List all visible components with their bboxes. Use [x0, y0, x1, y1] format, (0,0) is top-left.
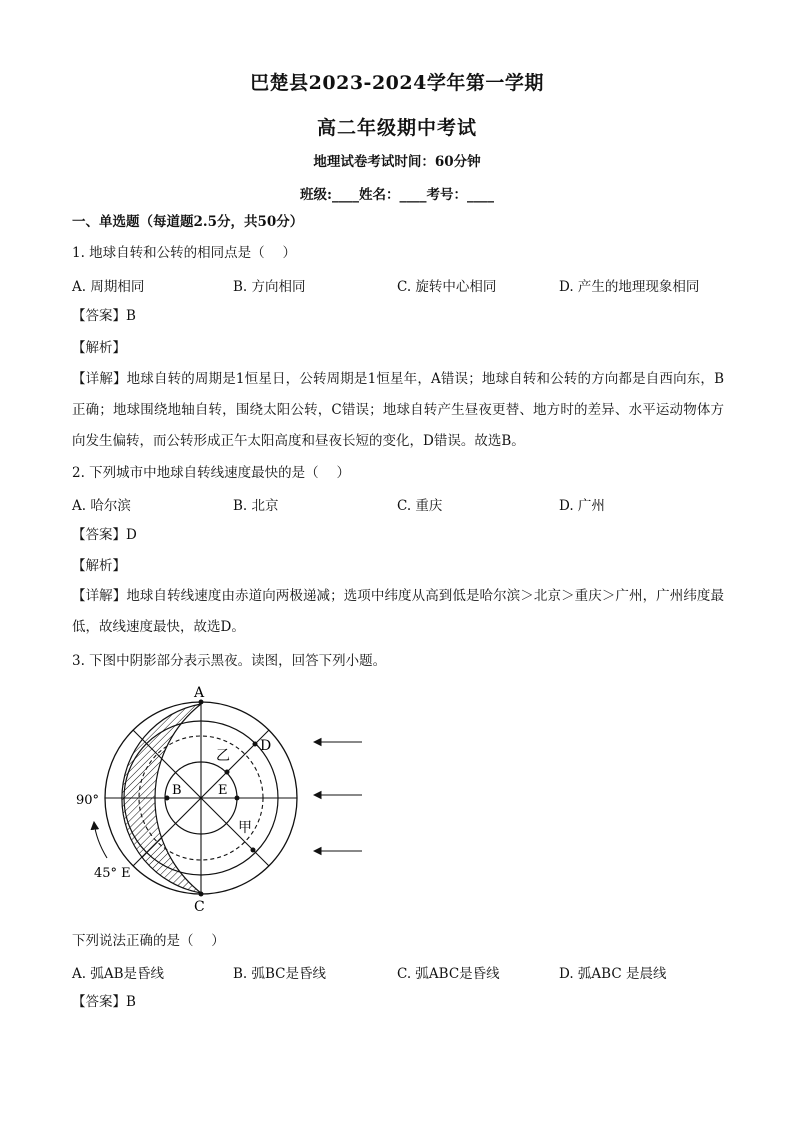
point-d — [253, 742, 258, 747]
q1-option-d: D. 产生的地理现象相同 — [559, 279, 700, 295]
q3-answer — [72, 992, 136, 1012]
q1-analysis-label: 【解析】 — [72, 340, 126, 356]
answer-label: 【答案】 — [72, 308, 126, 324]
q2-option-a: A. 哈尔滨 — [72, 498, 131, 514]
student-fields: 班级:____姓名：____考号：____ — [300, 187, 494, 203]
label-b: B — [172, 783, 182, 798]
exam-title: 巴楚县2023-2024学年第一学期 — [250, 72, 544, 94]
q1-option-c: C. 旋转中心相同 — [397, 279, 497, 295]
q1-option-b: B. 方向相同 — [233, 279, 306, 295]
q3-option-c: C. 弧ABC是昏线 — [397, 966, 500, 982]
point-c — [199, 892, 204, 897]
answer-value: B — [126, 994, 136, 1010]
q1-detail — [72, 364, 724, 457]
answer-label: 【答案】 — [72, 527, 126, 543]
answer-value: D — [126, 527, 137, 543]
detail-label: 【详解】 — [72, 371, 127, 387]
label-e: E — [218, 783, 228, 798]
q3-figure — [72, 680, 382, 920]
label-d: D — [260, 738, 272, 754]
q2-detail — [72, 581, 724, 643]
point-yi — [225, 770, 230, 775]
point-jia — [251, 848, 256, 853]
point-b — [165, 796, 170, 801]
answer-value: B — [126, 308, 136, 324]
q2-analysis-label: 【解析】 — [72, 558, 126, 574]
q3-option-b: B. 弧BC是昏线 — [233, 966, 327, 982]
label-a: A — [194, 685, 205, 701]
label-yi: 乙 — [216, 748, 230, 764]
q1-answer — [72, 306, 136, 326]
answer-label: 【答案】 — [72, 994, 126, 1010]
detail-text: 地球自转的周期是1恒星日，公转周期是1恒星年，A错误；地球自转和公转的方向都是自西向东，B正确；地球围绕地轴自转，围绕太阳公转，C错误；地球自转产生昼夜更替、地方时的差异、水平运动物体方向发生偏转，而公转形成正午太阳高度和昼夜长短的变化，D错误。故选B。 — [72, 371, 724, 449]
rotation-arrow — [94, 822, 107, 858]
q3-stem: 3. 下图中阴影部分表示黑夜。读图，回答下列小题。 — [72, 653, 387, 669]
q3-option-a: A. 弧AB是昏线 — [72, 966, 165, 982]
point-e — [235, 796, 240, 801]
q2-option-d: D. 广州 — [559, 498, 605, 514]
q2-answer — [72, 525, 137, 545]
q2-stem: 2. 下列城市中地球自转线速度最快的是（ ） — [72, 465, 350, 481]
q1-stem: 1. 地球自转和公转的相同点是（ ） — [72, 245, 296, 261]
detail-label: 【详解】 — [72, 588, 127, 604]
q1-option-a: A. 周期相同 — [72, 279, 145, 295]
exam-info: 地理试卷考试时间：60分钟 — [313, 154, 481, 170]
label-45e: 45° E — [94, 866, 131, 881]
q3-sub-stem: 下列说法正确的是（ ） — [72, 933, 225, 949]
q2-option-c: C. 重庆 — [397, 498, 443, 514]
label-jia: 甲 — [238, 820, 252, 836]
detail-text: 地球自转线速度由赤道向两极递减；选项中纬度从高到低是哈尔滨＞北京＞重庆＞广州，广州纬度最低，故线速度最快，故选D。 — [72, 588, 725, 635]
label-90: 90° — [76, 793, 100, 808]
exam-subtitle: 高二年级期中考试 — [316, 117, 477, 139]
q3-option-d: D. 弧ABC 是晨线 — [559, 966, 667, 982]
label-c: C — [194, 899, 205, 915]
q2-option-b: B. 北京 — [233, 498, 279, 514]
section-heading: 一、单选题（每道题2.5分，共50分） — [72, 214, 304, 230]
